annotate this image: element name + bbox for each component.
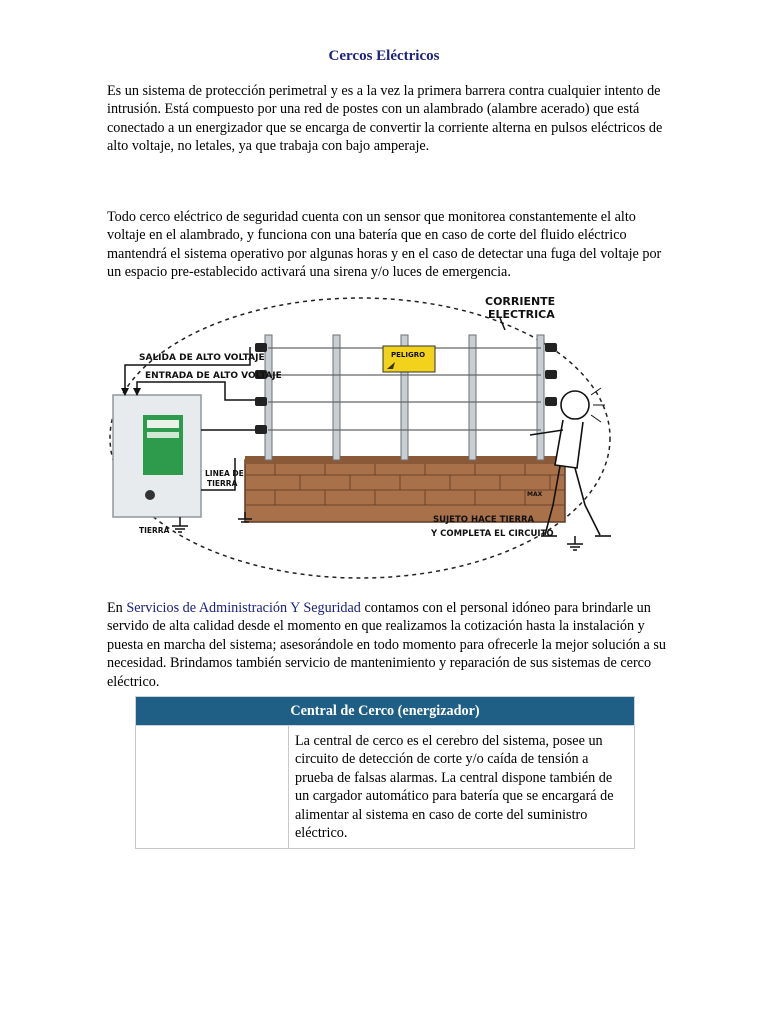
ground-symbol-right <box>567 536 583 550</box>
corriente-label-2: ELECTRICA <box>488 308 555 321</box>
artist-signature: MAX <box>527 491 543 498</box>
sujeto-label-2: Y COMPLETA EL CIRCUITO <box>431 529 554 539</box>
energizer-box <box>113 395 201 517</box>
ground-symbol-left <box>172 517 188 532</box>
table-header: Central de Cerco (energizador) <box>136 697 635 726</box>
entrada-label: ENTRADA DE ALTO VOLTAJE <box>145 371 282 381</box>
table-image-cell <box>136 726 289 849</box>
warning-sign-text: PELIGRO <box>391 351 426 359</box>
company-link[interactable]: Servicios de Administración Y Seguridad <box>126 600 361 616</box>
sujeto-label-1: SUJETO HACE TIERRA <box>433 515 535 525</box>
salida-label: SALIDA DE ALTO VOLTAJE <box>139 353 265 363</box>
corriente-label-1: CORRIENTE <box>485 295 556 308</box>
table-description: La central de cerco es el cerebro del sistema, posee un circuito de detección de corte y/o caída de tensión a prueba de falsas alarmas. La central dispone también de un cargador automático para batería que se encargará de alimentar al sistema en caso de corte del suministro eléctrico. <box>289 726 635 849</box>
services-text: contamos con el personal idóneo para brindarle un servido de alta calidad desde el momento en que realizamos la cotización hasta la instalación y puesta en marcha del sistema; asesorándole en todo momento para ofrecerle la mejor solución a su necesidad. Brindamos también servicio de mantenimiento y reparación de sus sistemas de cerco eléctrico. <box>107 600 667 690</box>
warning-sign <box>383 346 435 372</box>
sensor-paragraph: Todo cerco eléctrico de seguridad cuenta con un sensor que monitorea constantemente el alto voltaje en el alambrado, y funciona con una batería que en caso de corte del fluido eléctrico mantendrá el sistema operativo por algunas horas y en el caso de detectar una fuga del voltaje por un espacio pre-establecido activará una sirena y/o luces de emergencia. <box>107 209 662 281</box>
linea-label-2: TIERRA <box>207 479 238 488</box>
energizer-table <box>135 696 635 849</box>
page-title: Cercos Eléctricos <box>328 48 440 64</box>
tierra-label: TIERRA <box>139 526 170 535</box>
services-prefix: En <box>107 600 127 616</box>
brick-wall <box>245 456 565 522</box>
linea-label-1: LINEA DE <box>205 469 244 478</box>
services-paragraph <box>107 599 667 691</box>
electric-fence-diagram <box>105 290 625 580</box>
intro-paragraph: Es un sistema de protección perimetral y es a la vez la primera barrera contra cualquier intento de intrusión. Está compuesto por una red de postes con un alambrado (alambre acerado) que está conectado a un energizador que se encarga de convertir la corriente alterna en pulsos eléctricos de alto voltaje, no letales, ya que trabaja con bajo amperaje. <box>107 83 663 155</box>
